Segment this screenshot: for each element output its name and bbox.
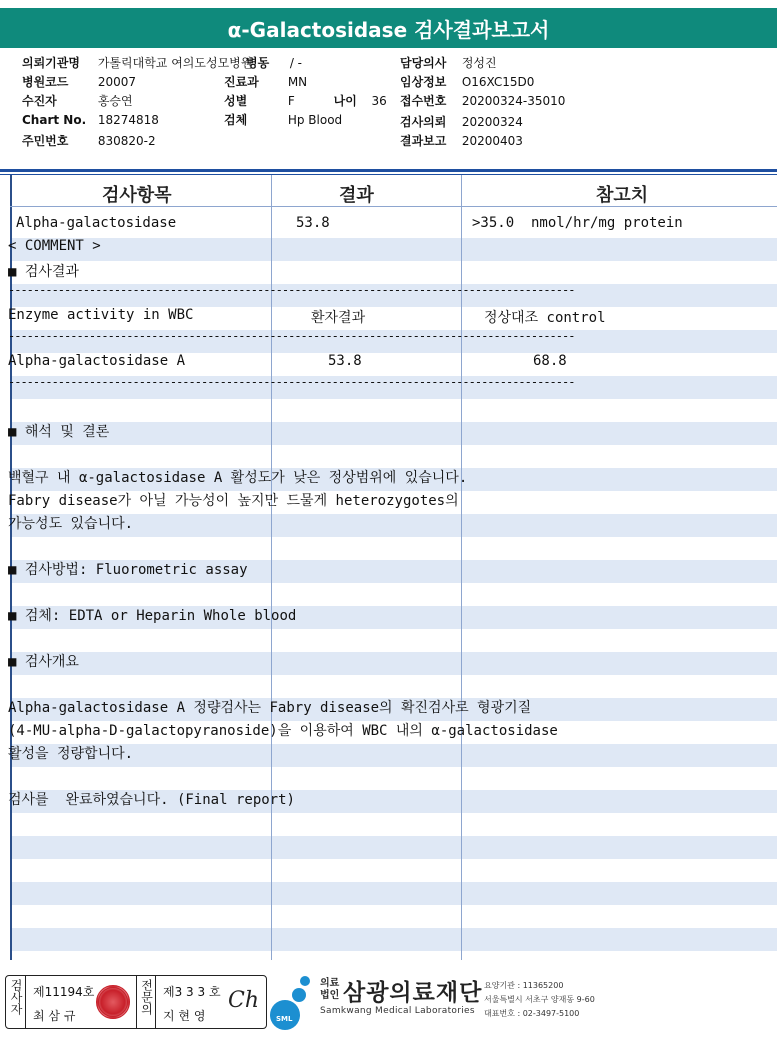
org-english-name: Samkwang Medical Laboratories: [320, 1006, 475, 1016]
org-name: 삼광의료재단: [343, 980, 483, 1006]
row-stripe: [10, 951, 777, 960]
org-prefix: [320, 978, 339, 1002]
row-stripe: [10, 399, 777, 422]
row-stripe: [10, 261, 777, 284]
org-address: 서울특별시 서초구 양재동 9-60: [484, 995, 595, 1004]
row-stripe: [10, 813, 777, 836]
sex-value: F: [287, 94, 295, 108]
clinic-row: [400, 73, 534, 91]
final-line: 검사를 완료하였습니다. (Final report): [8, 792, 295, 808]
row-stripe: [10, 675, 777, 698]
chart-row: [22, 113, 159, 131]
interp-line-1: 백혈구 내 α-galactosidase A 활성도가 낮은 정상범위에 있습니다.: [8, 470, 468, 486]
tester-no: 제11194호: [33, 985, 95, 999]
id-value: 830820-2: [97, 134, 156, 148]
doctor-label: 담당의사: [400, 56, 447, 70]
hospital-value: 가톨릭대학교 여의도성모병원: [97, 56, 253, 70]
org-prefix-1: 의료: [320, 978, 340, 989]
hospital-row: [22, 54, 252, 72]
comment-header: < COMMENT >: [8, 238, 101, 254]
id-label: 주민번호: [22, 134, 69, 148]
overview-line-1: Alpha-galactosidase A 정량검사는 Fabry disease의 확진검사로 형광기질: [8, 700, 532, 716]
row-stripe: [10, 422, 777, 445]
row-stripe: [10, 928, 777, 951]
dept-value: MN: [287, 75, 308, 89]
report-title: α-Galactosidase 검사결과보고서: [0, 8, 777, 48]
dept-row: [224, 73, 307, 91]
clinic-value: O16XC15D0: [461, 75, 535, 89]
row-stripe: [10, 767, 777, 790]
age-value: 36: [371, 94, 387, 108]
row-ref: >35.0 nmol/hr/mg protein: [472, 215, 683, 231]
expert-signature: Ch: [228, 988, 260, 1013]
id-row: [22, 132, 156, 150]
expert-no: 제3 3 3 호: [163, 985, 221, 999]
row-stripe: [10, 445, 777, 468]
org-code: 요양기관 : 11365200: [484, 981, 564, 990]
col-item-header: 검사항목: [102, 185, 172, 206]
overview-line-3: 활성을 정량합니다.: [8, 746, 134, 762]
section-interp: ■ 해석 및 결론: [8, 424, 110, 440]
specimen-value: Hp Blood: [287, 113, 343, 127]
specimen-line: ■ 검체: EDTA or Heparin Whole blood: [8, 608, 297, 624]
patient-val: 53.8: [328, 353, 362, 369]
sex-row: [224, 92, 387, 110]
dash-line-2: -------------------------------------------------------------------------------------------: [8, 329, 575, 343]
specimen-row: [224, 111, 342, 129]
row-stripe: [10, 882, 777, 905]
code-row: [22, 73, 136, 91]
org-prefix-2: 법인: [320, 990, 340, 1001]
report-date-label: 결과보고: [400, 134, 447, 148]
enzyme-head: Enzyme activity in WBC: [8, 307, 194, 323]
ward-row: [246, 54, 302, 72]
doctor-row: [400, 54, 497, 72]
interp-line-2: Fabry disease가 아닐 가능성이 높지만 드물게 heterozygotes의: [8, 493, 459, 509]
interp-line-3: 가능성도 있습니다.: [8, 516, 134, 532]
chart-value: 18274818: [97, 113, 159, 127]
sex-label: 성별: [224, 94, 248, 108]
report-date-row: [400, 132, 523, 150]
patient-head: 환자결과: [311, 310, 366, 326]
specimen-label: 검체: [224, 113, 248, 127]
signature-box: [5, 975, 267, 1029]
section-overview: ■ 검사개요: [8, 654, 79, 670]
col-result-header: 결과: [339, 185, 374, 206]
doctor-value: 정성진: [461, 56, 497, 70]
row-stripe: [10, 583, 777, 606]
row-item: Alpha-galactosidase: [16, 215, 177, 231]
request-row: [400, 113, 523, 131]
sml-logo-text: SML: [276, 1015, 293, 1023]
ward-value: / -: [289, 56, 303, 70]
result-sheet: [0, 175, 777, 960]
overview-line-2: (4-MU-alpha-D-galactopyranoside)을 이용하여 WBC 내의 α-galactosidase: [8, 723, 558, 739]
col-ref-header: 참고치: [596, 185, 649, 206]
ward-label: 병동: [246, 56, 270, 70]
row-stripe: [10, 836, 777, 859]
row-stripe: [10, 238, 777, 261]
hospital-label: 의뢰기관명: [22, 56, 80, 70]
tester-name: 최 삼 규: [33, 1009, 76, 1023]
tester-label: 검사자: [6, 976, 26, 1028]
tester-seal: [96, 985, 130, 1019]
dept-label: 진료과: [224, 75, 259, 89]
patient-row: [22, 92, 133, 110]
dash-line-3: -------------------------------------------------------------------------------------------: [8, 375, 575, 389]
row-stripe: [10, 652, 777, 675]
row-stripe: [10, 629, 777, 652]
row-stripe: [10, 905, 777, 928]
control-val: 68.8: [533, 353, 567, 369]
report-date-value: 20200403: [461, 134, 523, 148]
patient-label: 수진자: [22, 94, 57, 108]
enzyme-name: Alpha-galactosidase A: [8, 353, 186, 369]
method-line: ■ 검사방법: Fluorometric assay: [8, 562, 248, 578]
footer: [0, 968, 777, 1040]
section-result: ■ 검사결과: [8, 264, 79, 280]
reception-label: 접수번호: [400, 94, 447, 108]
org-phone: 대표번호 : 02-3497-5100: [484, 1009, 580, 1018]
code-label: 병원코드: [22, 75, 69, 89]
patient-value: 홍승연: [97, 94, 133, 108]
control-head: 정상대조 control: [484, 310, 606, 326]
row-result: 53.8: [296, 215, 330, 231]
row-stripe: [10, 537, 777, 560]
expert-name: 지 현 영: [163, 1009, 206, 1023]
request-label: 검사의뢰: [400, 115, 447, 129]
dash-line-1: -------------------------------------------------------------------------------------------: [8, 283, 575, 297]
header-divider: [0, 169, 777, 172]
clinic-label: 임상정보: [400, 75, 447, 89]
reception-value: 20200324-35010: [461, 94, 566, 108]
request-value: 20200324: [461, 115, 523, 129]
reception-row: [400, 92, 565, 110]
code-value: 20007: [97, 75, 137, 89]
chart-label: Chart No.: [22, 113, 87, 127]
row-stripe: [10, 859, 777, 882]
age-label: 나이: [333, 94, 357, 108]
expert-label: 전문의: [136, 976, 156, 1028]
